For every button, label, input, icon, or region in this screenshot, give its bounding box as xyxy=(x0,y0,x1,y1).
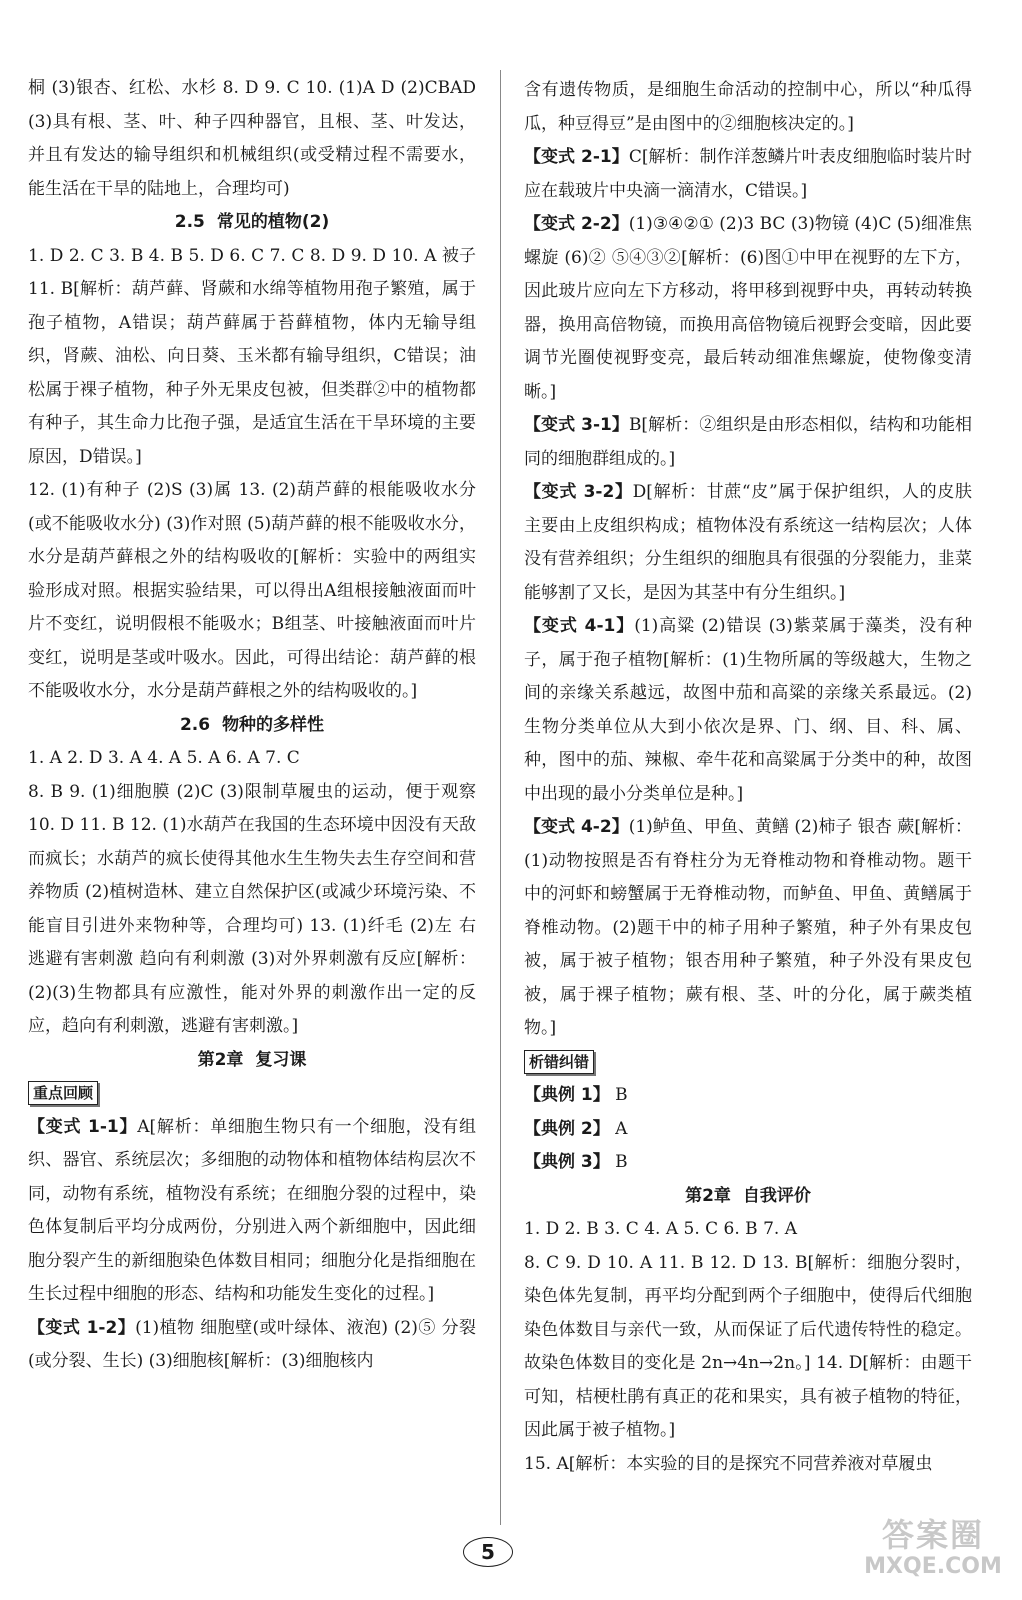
answer-paragraph xyxy=(524,811,972,1046)
watermark-url: MXQE.COM xyxy=(864,1554,1002,1579)
section-number: 2.5 xyxy=(174,212,205,232)
answer-text: (1)③④②① (2)3 BC (3)物镜 (4)C (5)细准焦螺旋 (6)② ⑤④③②[解析：(6)图①中甲在视野的左下方，因此玻片应向左下方移动，将甲移到视野中央，再转动转换器，换用高倍物镜，而换用高倍物镜后视野会变暗，因此要调节光圈使视野变亮，最后转动细准焦螺旋，使物像变清晰。] xyxy=(524,214,972,402)
section-title: 自我评价 xyxy=(742,1185,811,1206)
answer-paragraph: 1. D 2. B 3. C 4. A 5. C 6. B 7. A xyxy=(524,1219,797,1239)
answer-paragraph xyxy=(524,141,972,208)
answer-text: (1)植物 细胞壁(或叶绿体、液泡) (2)⑤ 分裂(或分裂、生长) (3)细胞核[解析：(3)细胞核内 xyxy=(28,1317,476,1371)
variant-label: 【变式 1-2】 xyxy=(28,1317,136,1338)
answer-paragraph xyxy=(28,1111,476,1312)
example-label: 【典例 3】 xyxy=(524,1152,610,1172)
answer-paragraph: 8. B 9. (1)细胞膜 (2)C (3)限制草履虫的运动，便于观察 10. D 11. B 12. (1)水葫芦在我国的生态环境中因没有天敌而疯长；水葫芦的疯长使得其他水生生物失去生存空间和营养物质 (2)植树造林、建立自然保护区(或减少环境污染、不能盲目引进外来物种等，合理均可) 13. (1)纤毛 (2)左 右 逃避有害刺激 趋向有利刺激 (3)对外界刺激有反应[解析：(2)(3)生物都具有应激性，能对外界的刺激作出一定的反应，趋向有利刺激，逃避有害刺激。] xyxy=(28,781,476,1036)
section-heading-chapter-review xyxy=(28,1044,476,1078)
example-label: 【典例 1】 xyxy=(524,1085,610,1105)
section-number: 第2章 xyxy=(197,1049,244,1070)
answer-paragraph xyxy=(28,1312,476,1379)
answer-paragraph xyxy=(524,208,972,409)
variant-label: 【变式 2-2】 xyxy=(524,214,629,234)
tag-key-review: 重点回顾 xyxy=(28,1081,98,1105)
right-column xyxy=(524,74,972,1481)
example-answer xyxy=(524,1079,972,1113)
answer-paragraph: 8. C 9. D 10. A 11. B 12. D 13. B[解析：细胞分裂时，染色体先复制，再平均分配到两个子细胞中，使得后代细胞染色体数目与亲代一致，从而保证了后代遗传特性的稳定。故染色体数目的变化是 2n→4n→2n。] 14. D[解析：由题干可知，桔梗杜鹃有真正的花和果实，具有被子植物的特征，因此属于被子植物。] xyxy=(524,1252,972,1440)
answer-paragraph xyxy=(524,409,972,476)
answer-paragraph: 12. (1)有种子 (2)S (3)属 13. (2)葫芦藓的根能吸收水分(或不能吸收水分) (3)作对照 (5)葫芦藓的根不能吸收水分，水分是葫芦藓根之外的结构吸收的[解析：实验中的两组实验形成对照。根据实验结果，可以得出A组根接触液面而叶片不变红，说明假根不能吸水；B组茎、叶接触液面而叶片变红，说明是茎或叶吸水。因此，可得出结论：葫芦藓的根不能吸收水分，水分是葫芦藓根之外的结构吸收的。] xyxy=(28,480,476,701)
example-label: 【典例 2】 xyxy=(524,1118,610,1139)
section-title: 复习课 xyxy=(255,1049,307,1070)
variant-label: 【变式 4-2】 xyxy=(524,817,629,837)
answer-text: B[解析：②组织是由形态相似，结构和功能相同的细胞群组成的。] xyxy=(524,415,972,469)
answer-text: (1)高粱 (2)错误 (3)紫菜属于藻类，没有种子，属于孢子植物[解析：(1)生物所属的等级越大，生物之间的亲缘关系越远，故图中茄和高粱的亲缘关系最远。(2)生物分类单位从大到小依次是界、门、纲、目、科、属、种，图中的茄、辣椒、牵牛花和高粱属于分类中的种，故图中出现的最小分类单位是种。] xyxy=(524,616,972,804)
variant-label: 【变式 4-1】 xyxy=(524,616,635,636)
left-column xyxy=(28,72,476,1379)
answer-paragraph xyxy=(524,476,972,610)
watermark-text: 答案圈 xyxy=(881,1516,984,1554)
section-heading-2-6 xyxy=(28,709,476,743)
section-heading-2-5 xyxy=(28,206,476,240)
tag-error-analysis: 析错纠错 xyxy=(524,1050,594,1074)
answer-paragraph: 1. D 2. C 3. B 4. B 5. D 6. C 7. C 8. D 9. D 10. A 被子 11. B[解析：葫芦藓、肾蕨和水绵等植物用孢子繁殖，属于孢子植物，A错误；葫芦藓属于苔藓植物，体内无输导组织，肾蕨、油松、向日葵、玉米都有输导组织，C错误；油松属于裸子植物，种子外无果皮包被，但类群②中的植物都有种子，其生命力比孢子强，是适宜生活在干旱环境的主要原因，D错误。] xyxy=(28,245,476,467)
variant-label: 【变式 1-1】 xyxy=(28,1116,138,1137)
variant-label: 【变式 3-2】 xyxy=(524,482,633,502)
answer-paragraph: 15. A[解析：本实验的目的是探究不同营养液对草履虫 xyxy=(524,1453,933,1474)
example-answer xyxy=(524,1146,972,1180)
answer-text: C[解析：制作洋葱鳞片叶表皮细胞临时装片时应在载玻片中央滴一滴清水，C错误。] xyxy=(524,147,972,201)
answer-paragraph: 桐 (3)银杏、红松、水杉 8. D 9. C 10. (1)A D (2)CBAD (3)具有根、茎、叶、种子四种器官，且根、茎、叶发达，并且有发达的输导组织和机械组织(或受精过程不需要水，能生活在干旱的陆地上，合理均可) xyxy=(28,78,476,199)
example-value: B xyxy=(615,1152,628,1172)
answer-text: (1)鲈鱼、甲鱼、黄鳝 (2)柿子 银杏 蕨[解析：(1)动物按照是否有脊柱分为无脊椎动物和脊椎动物。题干中的河虾和螃蟹属于无脊椎动物，而鲈鱼、甲鱼、黄鳝属于脊椎动物。(2)题干中的柿子用种子繁殖，种子外有果皮包被，属于被子植物；银杏用种子繁殖，种子外没有果皮包被，属于裸子植物；蕨有根、茎、叶的分化，属于蕨类植物。] xyxy=(524,817,972,1038)
watermark-logo xyxy=(858,1516,1008,1586)
page-number: 5 xyxy=(463,1537,513,1567)
example-answer xyxy=(524,1113,972,1147)
column-divider xyxy=(500,70,501,1525)
variant-label: 【变式 2-1】 xyxy=(524,147,629,167)
example-value: B xyxy=(615,1085,628,1105)
answer-paragraph: 含有遗传物质，是细胞生命活动的控制中心，所以“种瓜得瓜，种豆得豆”是由图中的②细胞核决定的。] xyxy=(524,80,972,134)
section-title: 物种的多样性 xyxy=(222,714,325,735)
answer-text: D[解析：甘蔗“皮”属于保护组织，人的皮肤主要由上皮组织构成；植物体没有系统这一结构层次；人体没有营养组织；分生组织的细胞具有很强的分裂能力，韭菜能够割了又长，是因为其茎中有分生组织。] xyxy=(524,482,972,603)
answer-paragraph: 1. A 2. D 3. A 4. A 5. A 6. A 7. C xyxy=(28,748,300,768)
answer-paragraph xyxy=(524,610,972,811)
section-number: 第2章 xyxy=(685,1185,731,1206)
section-number: 2.6 xyxy=(179,714,211,735)
answer-text: A[解析：单细胞生物只有一个细胞，没有组织、器官、系统层次；多细胞的动物体和植物体结构层次不同，动物有系统，植物没有系统；在细胞分裂的过程中，染色体复制后平均分成两份，分别进入两个新细胞中，因此细胞分裂产生的新细胞染色体数目相同；细胞分化是指细胞在生长过程中细胞的形态、结构和功能发生变化的过程。] xyxy=(28,1116,476,1304)
example-value: A xyxy=(615,1118,628,1139)
section-heading-self-evaluation xyxy=(524,1180,972,1214)
variant-label: 【变式 3-1】 xyxy=(524,415,629,435)
section-title: 常见的植物(2) xyxy=(216,212,330,232)
